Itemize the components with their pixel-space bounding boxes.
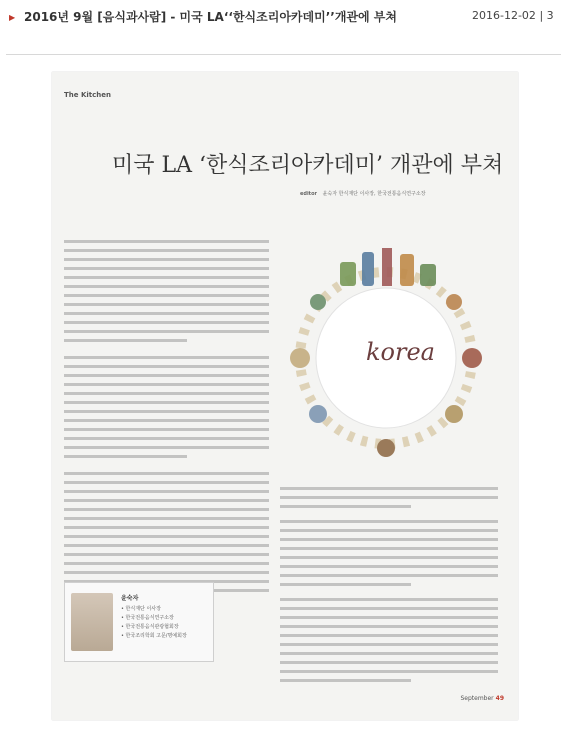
page-month: September (460, 695, 494, 702)
magazine-page-number (460, 695, 504, 702)
magazine-headline: 미국 LA ‘한식조리아카데미’ 개관에 부쳐 (112, 153, 504, 178)
magazine-page-scan (52, 72, 518, 720)
page-number: 49 (495, 695, 504, 702)
author-detail-line: • 한국전통음식연구소장 (121, 615, 174, 621)
view-count: 3 (546, 9, 554, 22)
illustration-korea-text: korea (366, 338, 435, 366)
header-divider (6, 54, 561, 55)
author-name: 윤숙자 (121, 595, 139, 602)
post-date: 2016-12-02 (472, 9, 536, 22)
article-title-link[interactable]: 2016년 9월 [음식과사람] - 미국 LA‘‘한식조리아카데미’’개관에 부쳐 (24, 10, 397, 24)
section-label: The Kitchen (64, 91, 111, 99)
author-detail-line: • 한국조리학회 고문/명예회장 (121, 633, 187, 639)
meta-separator: | (539, 9, 544, 22)
author-profile-box (64, 582, 214, 662)
editor-label: editor (300, 191, 317, 197)
author-details (121, 605, 187, 641)
article-meta (472, 9, 554, 22)
body-text-column-right (280, 487, 498, 688)
editor-text: 윤숙자 한식재단 이사장, 한국전통음식연구소장 (322, 191, 426, 197)
article-header (0, 0, 567, 52)
bullet-icon: ▶ (9, 13, 16, 22)
author-detail-line: • 한식재단 이사장 (121, 606, 161, 612)
korea-illustration (270, 242, 502, 474)
author-detail-line: • 한국전통음식관광협회장 (121, 624, 179, 630)
editor-credit (300, 190, 426, 197)
author-photo (71, 593, 113, 651)
body-text-column-left (64, 240, 269, 607)
